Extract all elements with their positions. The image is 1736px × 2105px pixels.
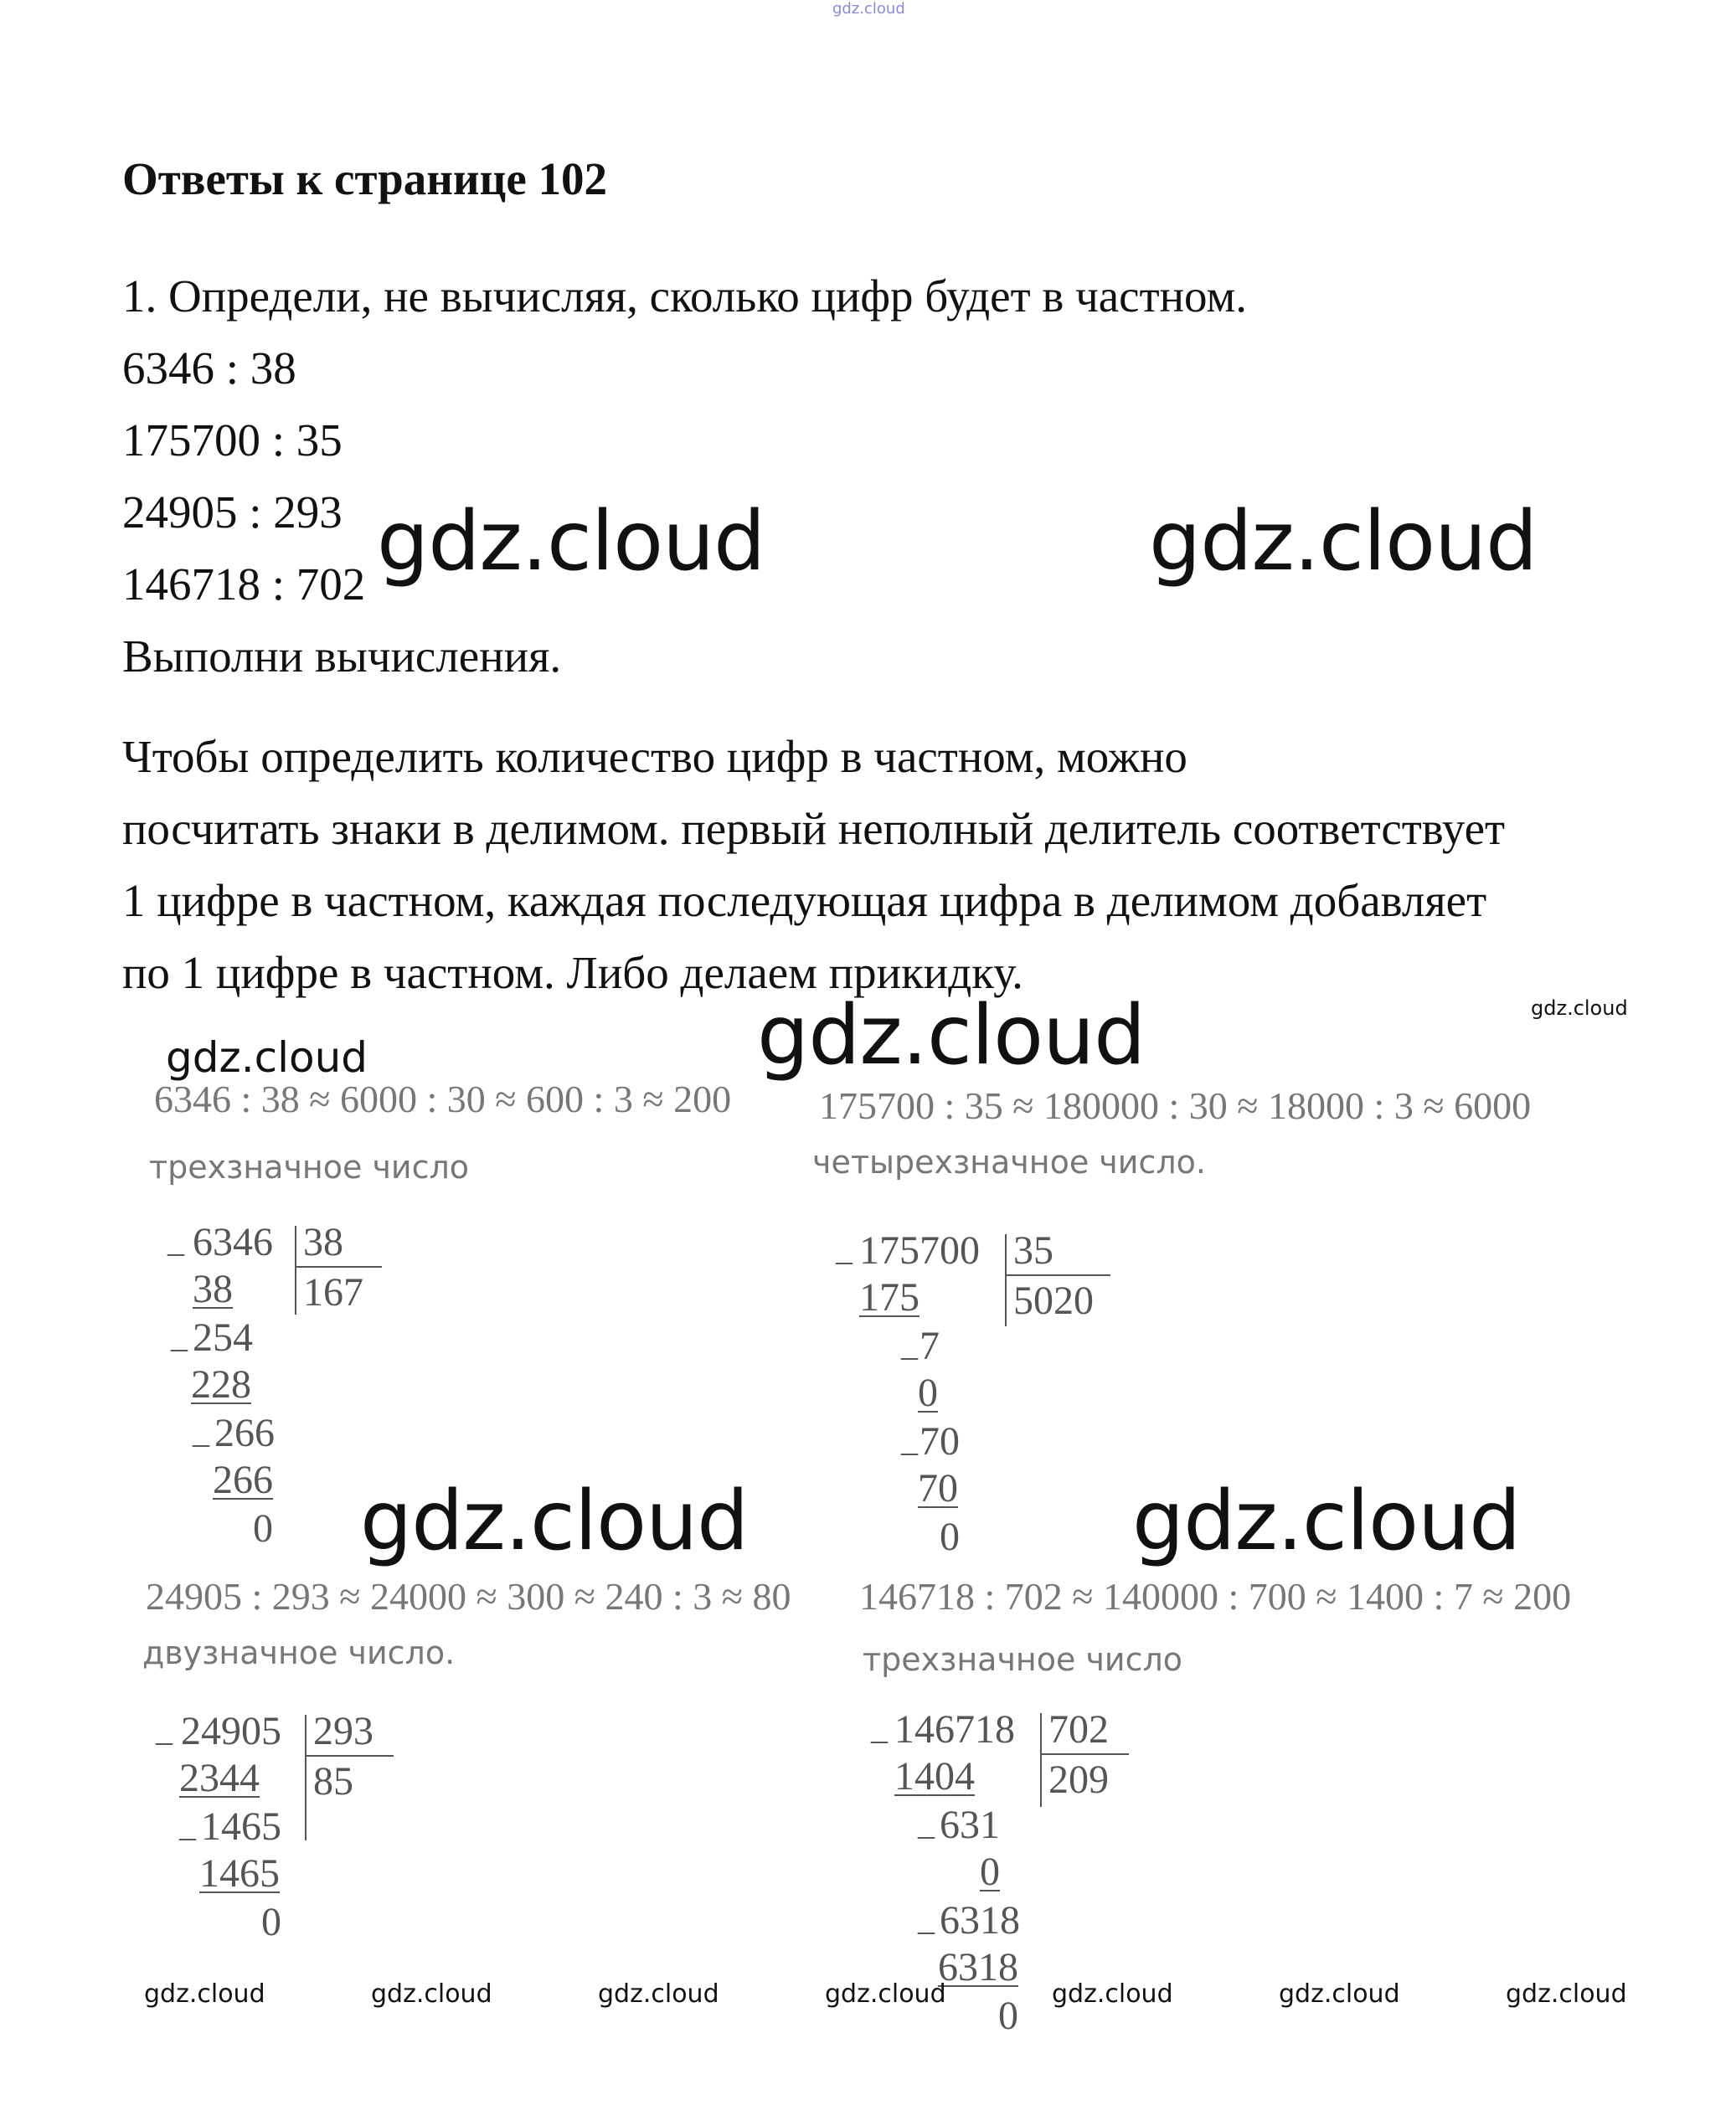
- step: 1465: [199, 1851, 280, 1896]
- minus-sign: _: [171, 1317, 188, 1355]
- minus-sign: _: [179, 1806, 196, 1844]
- watermark-small: gdz.cloud: [1531, 996, 1628, 1020]
- step: 70: [918, 1466, 958, 1511]
- explanation-line-4: по 1 цифре в частном. Либо делаем прикидку.: [122, 947, 1023, 998]
- quotient: 5020: [1013, 1279, 1094, 1323]
- watermark-footer: gdz.cloud: [1052, 1979, 1173, 2009]
- quotient: 209: [1048, 1758, 1109, 1802]
- divisor-line: [1040, 1753, 1129, 1755]
- watermark-large: gdz.cloud: [360, 1474, 749, 1569]
- dividend: 24905: [181, 1709, 281, 1753]
- divisor: 35: [1013, 1228, 1053, 1273]
- minus-sign: _: [918, 1900, 935, 1938]
- step: 70: [920, 1419, 960, 1464]
- watermark-footer: gdz.cloud: [1279, 1979, 1400, 2009]
- watermark-large: gdz.cloud: [1149, 494, 1538, 589]
- step: 0: [940, 1515, 960, 1559]
- estimate-1: 6346 : 38 ≈ 6000 : 30 ≈ 600 : 3 ≈ 200: [154, 1078, 732, 1120]
- watermark-footer: gdz.cloud: [825, 1979, 946, 2009]
- divisor: 38: [303, 1220, 343, 1264]
- explanation-line-2: посчитать знаки в делимом. первый неполный делитель соответствует: [122, 803, 1506, 854]
- dividend: 175700: [859, 1228, 980, 1273]
- division-bar: [305, 1715, 307, 1840]
- task-expression-4: 146718 : 702: [122, 558, 366, 610]
- note-4: трехзначное число: [863, 1641, 1183, 1678]
- divisor-line: [305, 1755, 394, 1757]
- division-bar: [295, 1226, 296, 1315]
- watermark-large: gdz.cloud: [757, 988, 1146, 1083]
- divisor-line: [1005, 1274, 1110, 1276]
- note-1: трехзначное число: [149, 1149, 470, 1186]
- division-bar: [1040, 1713, 1042, 1807]
- watermark-footer: gdz.cloud: [598, 1979, 719, 2009]
- minus-sign: _: [156, 1711, 173, 1748]
- minus-sign: _: [871, 1709, 888, 1747]
- step: 0: [980, 1850, 1000, 1894]
- top-watermark: gdz.cloud: [832, 0, 905, 18]
- divisor: 702: [1048, 1707, 1109, 1752]
- minus-sign: _: [836, 1230, 853, 1268]
- step: 0: [918, 1371, 938, 1415]
- step: 0: [998, 1994, 1018, 2038]
- quotient: 167: [303, 1270, 363, 1315]
- estimate-2: 175700 : 35 ≈ 180000 : 30 ≈ 18000 : 3 ≈ 6000: [819, 1084, 1532, 1127]
- dividend: 6346: [193, 1220, 273, 1264]
- note-2: четырехзначное число.: [812, 1144, 1206, 1181]
- step: 254: [193, 1315, 253, 1360]
- task-expression-1: 6346 : 38: [122, 342, 296, 394]
- estimate-4: 146718 : 702 ≈ 140000 : 700 ≈ 1400 : 7 ≈ 200: [859, 1575, 1572, 1618]
- step: 2344: [179, 1756, 260, 1800]
- minus-sign: _: [167, 1222, 184, 1259]
- minus-sign: _: [193, 1413, 209, 1450]
- page-title: Ответы к странице 102: [122, 153, 607, 204]
- note-3: двузначное число.: [142, 1634, 456, 1671]
- minus-sign: _: [901, 1325, 918, 1363]
- step: 631: [940, 1803, 1000, 1847]
- step: 1404: [894, 1754, 975, 1799]
- explanation-line-3: 1 цифре в частном, каждая последующая цифра в делимом добавляет: [122, 875, 1487, 926]
- watermark-medium: gdz.cloud: [166, 1033, 368, 1082]
- step: 175: [859, 1275, 920, 1320]
- minus-sign: _: [901, 1421, 918, 1459]
- watermark-footer: gdz.cloud: [144, 1979, 265, 2009]
- task-heading: 1. Определи, не вычисляя, сколько цифр будет в частном.: [122, 270, 1248, 322]
- step: 6318: [940, 1898, 1020, 1943]
- step: 228: [191, 1362, 251, 1407]
- watermark-large: gdz.cloud: [1132, 1474, 1521, 1569]
- watermark-large: gdz.cloud: [377, 494, 765, 589]
- division-bar: [1005, 1234, 1007, 1326]
- step: 0: [253, 1506, 273, 1551]
- watermark-footer: gdz.cloud: [1506, 1979, 1627, 2009]
- divisor: 293: [313, 1709, 373, 1753]
- dividend: 146718: [894, 1707, 1015, 1752]
- step: 38: [193, 1267, 233, 1311]
- divisor-line: [295, 1266, 382, 1268]
- step: 1465: [201, 1804, 281, 1849]
- watermark-footer: gdz.cloud: [371, 1979, 492, 2009]
- step: 7: [920, 1324, 940, 1368]
- task-expression-2: 175700 : 35: [122, 414, 343, 466]
- task-expression-3: 24905 : 293: [122, 486, 343, 538]
- step: 0: [261, 1900, 281, 1944]
- step: 6318: [938, 1945, 1018, 1989]
- explanation-line-1: Чтобы определить количество цифр в частном, можно: [122, 731, 1187, 782]
- estimate-3: 24905 : 293 ≈ 24000 ≈ 300 ≈ 240 : 3 ≈ 80: [146, 1575, 791, 1618]
- task-instruction: Выполни вычисления.: [122, 630, 562, 682]
- minus-sign: _: [918, 1804, 935, 1842]
- quotient: 85: [313, 1759, 353, 1804]
- step: 266: [214, 1411, 275, 1455]
- step: 266: [213, 1458, 273, 1502]
